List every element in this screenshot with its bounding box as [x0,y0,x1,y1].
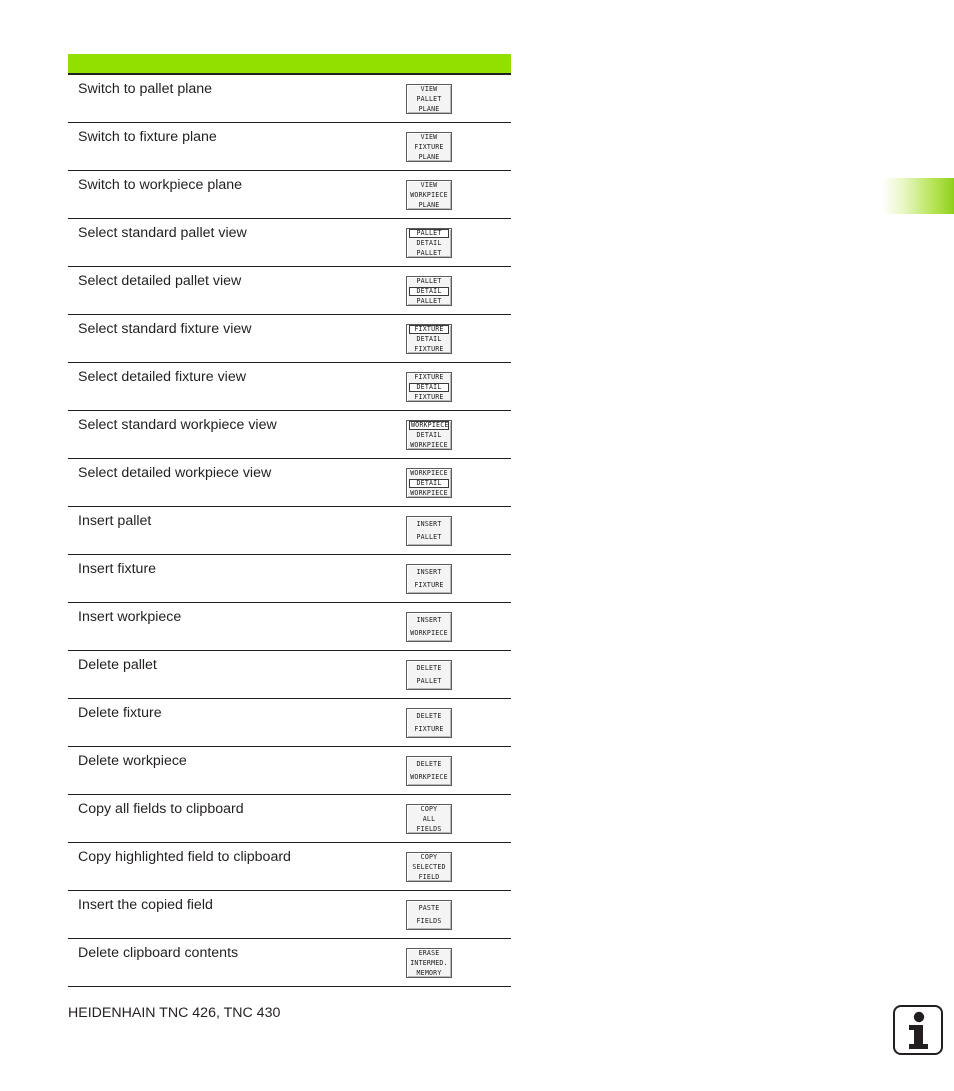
table-row [68,651,511,699]
function-description: Select detailed workpiece view [78,465,272,481]
function-description: Copy all fields to clipboard [78,801,244,817]
table-row [68,507,511,555]
table-row [68,75,511,123]
table-row [68,267,511,315]
table-row [68,795,511,843]
softkey-button [406,228,452,258]
softkey-label-line: FIXTURE [414,580,444,589]
softkey-button [406,420,452,450]
function-description: Select standard pallet view [78,225,247,241]
table-row [68,843,511,891]
softkey-label-line: PALLET [416,248,442,257]
softkey-label-line: SELECTED [412,862,446,871]
footer-product-name: HEIDENHAIN TNC 426, TNC 430 [68,1005,281,1021]
function-description: Copy highlighted field to clipboard [78,849,291,865]
softkey-label-line: DELETE [416,712,442,721]
table-row [68,315,511,363]
softkey-label-line: WORKPIECE [410,468,448,477]
softkey-button [406,804,452,834]
softkey-label-line: DETAIL [416,334,442,343]
table-body [68,75,511,987]
softkey-label-line: ALL [422,814,436,823]
table-row [68,555,511,603]
softkey-button [406,84,452,114]
softkey-label-line: VIEW [420,132,438,141]
softkey-button [406,324,452,354]
softkey-label-line: FIXTURE [409,325,449,334]
function-description: Delete clipboard contents [78,945,239,961]
softkey-button [406,276,452,306]
softkey-label-line: PALLET [409,229,449,238]
function-description: Insert pallet [78,513,152,529]
softkey-label-line: WORKPIECE [410,772,448,781]
function-description: Insert workpiece [78,609,182,625]
softkey-label-line: FIXTURE [414,372,444,381]
softkey-label-line: PLANE [418,152,440,161]
softkey-button [406,660,452,690]
table-row [68,603,511,651]
softkey-label-line: WORKPIECE [410,488,448,497]
softkey-label-line: FIELDS [416,916,442,925]
function-description: Switch to workpiece plane [78,177,243,193]
softkey-label-line: FIXTURE [414,142,444,151]
softkey-button [406,132,452,162]
softkey-label-line: DELETE [416,760,442,769]
table-row [68,747,511,795]
function-description: Delete fixture [78,705,162,721]
softkey-label-line: PLANE [418,104,440,113]
softkey-label-line: DETAIL [409,287,449,296]
softkey-button [406,180,452,210]
softkey-label-line: PASTE [418,904,440,913]
softkey-label-line: PALLET [416,676,442,685]
softkey-label-line: INTERMED. [410,958,448,967]
softkey-label-line: FIELD [418,872,440,881]
softkey-button [406,516,452,546]
softkey-button [406,900,452,930]
softkey-button [406,708,452,738]
softkey-label-line: PALLET [416,94,442,103]
table-header-bar [68,54,511,75]
softkey-label-line: VIEW [420,84,438,93]
table-row [68,123,511,171]
softkey-button [406,612,452,642]
function-description: Insert the copied field [78,897,213,913]
softkey-label-line: INSERT [416,520,442,529]
chapter-thumb-tab [882,178,954,214]
softkey-label-line: DETAIL [409,479,449,488]
softkey-button [406,852,452,882]
table-row [68,459,511,507]
function-description: Delete workpiece [78,753,187,769]
softkey-label-line: DELETE [416,664,442,673]
softkey-button [406,756,452,786]
table-row [68,891,511,939]
softkey-label-line: INSERT [416,568,442,577]
table-row [68,219,511,267]
table-row [68,363,511,411]
softkey-label-line: PALLET [416,276,442,285]
softkey-label-line: WORKPIECE [410,440,448,449]
softkey-button [406,564,452,594]
softkey-label-line: WORKPIECE [411,420,449,429]
table-row [68,699,511,747]
softkey-label-line: VIEW [420,180,438,189]
softkey-label-line: MEMORY [416,968,442,977]
function-description: Switch to fixture plane [78,129,217,145]
function-description: Select detailed fixture view [78,369,246,385]
softkey-label-line: FIELDS [416,824,442,833]
softkey-label-line: DETAIL [416,430,442,439]
function-description: Select standard fixture view [78,321,252,337]
softkey-label-line: INSERT [416,616,442,625]
softkey-button [406,468,452,498]
table-row [68,939,511,987]
softkey-table [68,54,511,987]
softkey-label-line: DETAIL [409,383,449,392]
softkey-label-line: COPY [420,804,438,813]
softkey-label-line: COPY [420,852,438,861]
softkey-button [406,372,452,402]
softkey-label-line: WORKPIECE [410,628,448,637]
softkey-button [406,948,452,978]
function-description: Switch to pallet plane [78,81,213,97]
softkey-label-line: FIXTURE [414,344,444,353]
function-description: Select detailed pallet view [78,273,242,289]
softkey-label-line: DETAIL [416,238,442,247]
softkey-label-line: PLANE [418,200,440,209]
softkey-label-line: PALLET [416,296,442,305]
info-icon [893,1005,943,1055]
function-description: Delete pallet [78,657,157,673]
softkey-label-line: FIXTURE [414,724,444,733]
softkey-label-line: WORKPIECE [410,190,448,199]
softkey-label-line: ERASE [418,948,440,957]
softkey-label-line: FIXTURE [414,392,444,401]
table-row [68,171,511,219]
function-description: Insert fixture [78,561,157,577]
function-description: Select standard workpiece view [78,417,277,433]
table-row [68,411,511,459]
softkey-label-line: PALLET [416,532,442,541]
